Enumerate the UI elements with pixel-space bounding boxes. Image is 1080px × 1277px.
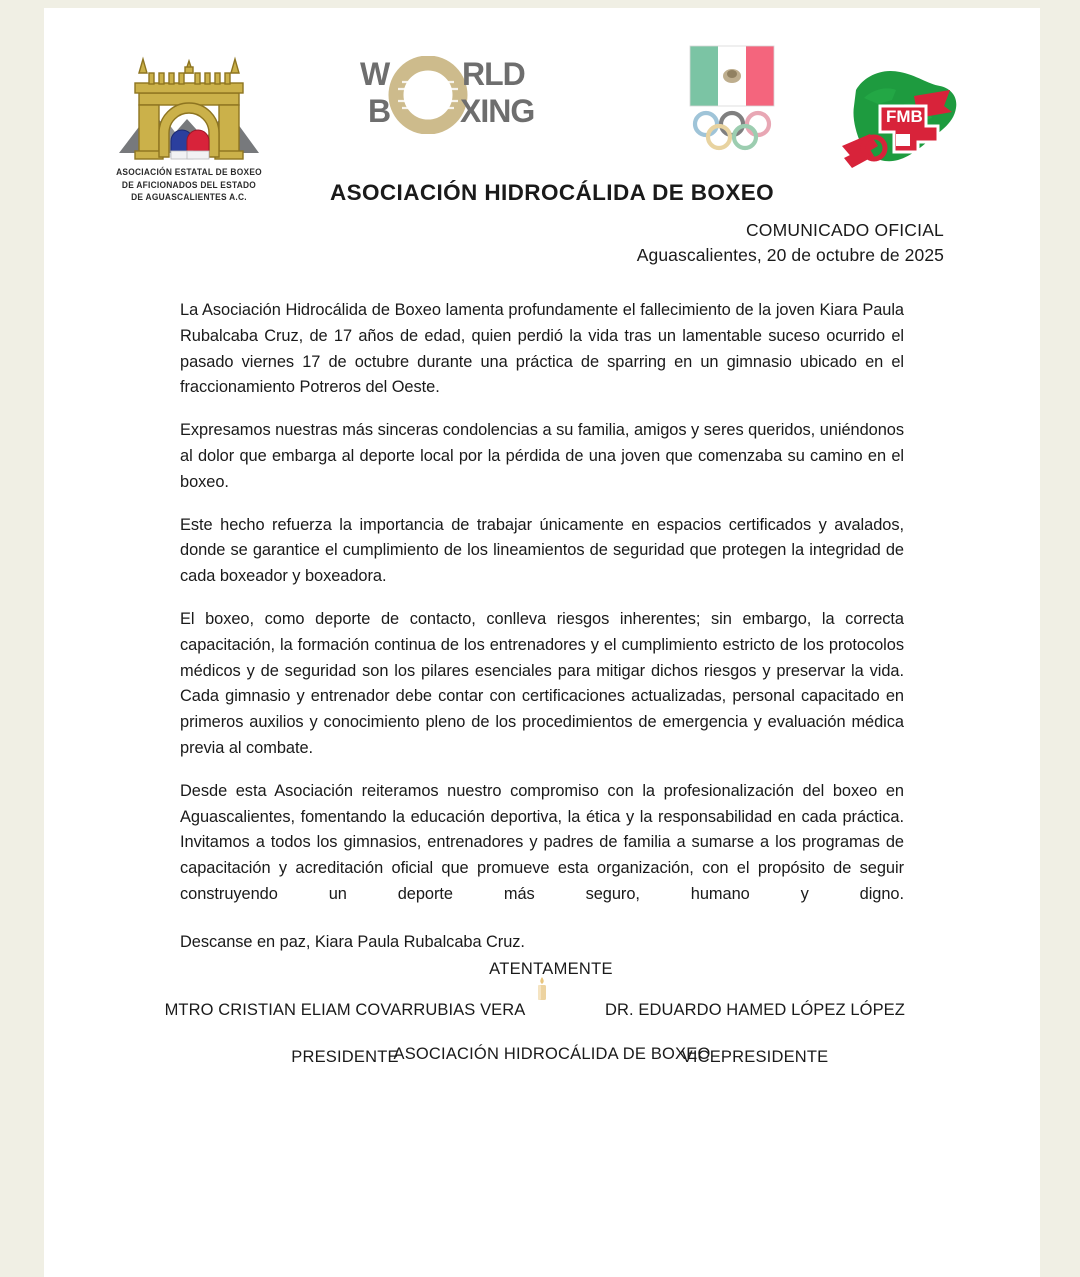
comite-olimpico-mexicano-logo: [682, 44, 802, 165]
document-body: [180, 298, 904, 1006]
arch-monument-icon: [109, 53, 269, 165]
mexican-flag-olympic-rings-icon: [682, 44, 792, 160]
dateline: Aguascalientes, 20 de octubre de 2025: [636, 245, 944, 265]
closing-line: Descanse en paz, Kiara Paula Rubalcaba Cruz.: [180, 932, 525, 951]
page-title: ASOCIACIÓN HIDROCÁLIDA DE BOXEO: [329, 180, 775, 205]
signatory-role: VICEPRESIDENTE: [681, 1048, 829, 1066]
paragraph-1: La Asociación Hidrocálida de Boxeo lamenta profundamente el fallecimiento de la joven Kiara Paula Rubalcaba Cruz, de 17 años de edad, quien perdió la vida tras un lamentable suceso ocurrido el pasado viernes 17 de octubre durante una práctica de sparring en un gimnasio ubicado en el fraccionamiento Potreros del Oeste.: [180, 301, 904, 397]
paragraph-5: Desde esta Asociación reiteramos nuestro compromiso con la profesionalización del boxeo en Aguascalientes, fomentando la educación deportiva, la ética y la responsabilidad en cada práctica. Invitamos a todos los gimnasios, entrenadores y padres de familia a sumarse a los programas de capacitación y acreditación oficial que promueve esta organización, con el propósito de seguir construyendo un deporte más seguro, humano y digno.: [180, 781, 904, 903]
document-type: COMUNICADO OFICIAL: [745, 220, 944, 240]
paragraph-4: El boxeo, como deporte de contacto, conlleva riesgos inherentes; sin embargo, la correcta capacitación, la formación continua de los entrenadores y el cumplimiento estricto de los protocolos médicos y de seguridad son los pilares esenciales para mitigar dichos riesgos y preservar la vida. Cada gimnasio y entrenador debe contar con certificaciones actualizadas, personal capacitado en primeros auxilios y conocimiento pleno de los procedimientos de emergencia y evaluación médica previa al combate.: [180, 609, 904, 757]
mexican-flag-icon: [690, 46, 774, 106]
world-boxing-wordmark-icon: [354, 56, 546, 134]
olympic-rings-icon: [695, 113, 769, 148]
signatory-role: PRESIDENTE: [291, 1048, 399, 1066]
federacion-mexicana-de-boxeo-logo: [834, 60, 974, 181]
boxing-gloves-icon: [171, 130, 209, 159]
signature-organization: ASOCIACIÓN HIDROCÁLIDA DE BOXEO: [393, 1045, 711, 1063]
boxing-b-letter: B: [368, 93, 392, 129]
world-rld-letters: RLD: [462, 56, 525, 92]
document-meta: [44, 218, 1040, 268]
caption-line-1: ASOCIACIÓN ESTATAL DE BOXEO: [116, 167, 262, 178]
title-block: [44, 180, 1040, 268]
fmb-mexico-map-icon: [834, 60, 968, 176]
world-w-letter: W: [360, 56, 391, 92]
boxing-xing-letters: XING: [460, 93, 535, 129]
world-boxing-logo: [354, 56, 554, 139]
signatory-name: MTRO CRISTIAN ELIAM COVARRUBIAS VERA: [164, 1001, 526, 1019]
salutation: ATENTAMENTE: [489, 960, 613, 978]
paragraph-2: Expresamos nuestras más sinceras condolencias a su familia, amigos y seres queridos, uniéndonos al dolor que embarga al deporte local por la pérdida de una joven que comenzaba su camino en el boxeo.: [180, 421, 904, 491]
signatory-name: DR. EDUARDO HAMED LÓPEZ LÓPEZ: [605, 1001, 905, 1019]
paragraph-3: Este hecho refuerza la importancia de trabajar únicamente en espacios certificados y avalados, donde se garantice el cumplimiento de los lineamientos de seguridad que protegen la integridad de cada boxeador y boxeadora.: [180, 515, 904, 586]
document-page: [44, 8, 1040, 1277]
caption-line-3: DE AGUASCALIENTES A.C.: [131, 192, 247, 203]
caption-line-2: DE AFICIONADOS DEL ESTADO: [121, 179, 257, 191]
fmb-abbrev-text: FMB: [886, 107, 923, 126]
signature-block: [44, 960, 1040, 1064]
